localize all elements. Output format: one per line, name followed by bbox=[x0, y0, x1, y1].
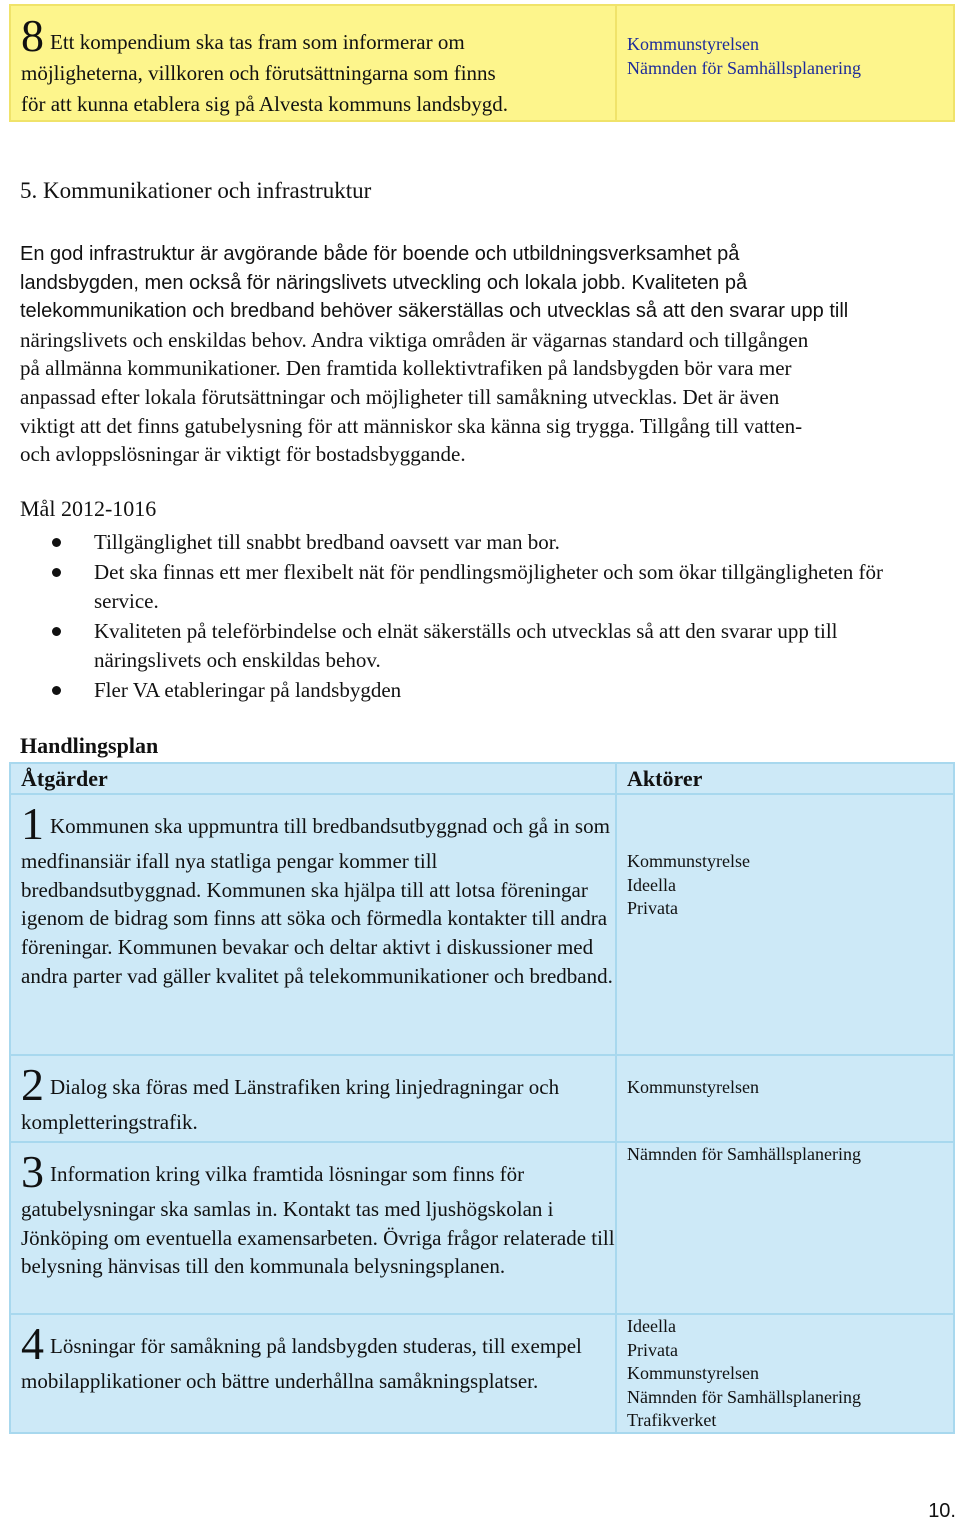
actors-cell bbox=[617, 1143, 953, 1313]
bullet-icon bbox=[52, 686, 61, 695]
actor-item: Kommunstyrelsen bbox=[627, 1077, 759, 1097]
header-action bbox=[11, 6, 617, 120]
action-text: Dialog ska föras med Länstrafiken kring linjedragningar och kompletteringstrafik. bbox=[21, 1075, 560, 1134]
table-row bbox=[11, 795, 953, 1056]
goal-text: Det ska finnas ett mer flexibelt nät för pendlingsmöjligheter och som ökar tillgängligheten för service. bbox=[94, 560, 884, 613]
header-number: 8 bbox=[21, 10, 44, 61]
actor-item: Kommunstyrelsen bbox=[627, 1363, 759, 1383]
header-line: möjligheterna, villkoren och förutsättningarna som finns bbox=[21, 61, 496, 85]
plan-title: Handlingsplan bbox=[20, 733, 159, 758]
action-text: Information kring vilka framtida lösningar som finns för gatubelysningar ska samlas in. Kontakt tas med ljushögskolan i Jönköping om eventuella examensarbeten. Övriga frågor relaterade till belysning hänvisas till den kommunala belysningsplanen. bbox=[21, 1162, 615, 1279]
intro-line: anpassad efter lokala förutsättningar och möjligheter till samåkning utvecklas. Det är även bbox=[20, 384, 780, 409]
goal-item bbox=[20, 676, 950, 705]
table-row bbox=[11, 1143, 953, 1315]
goal-text: Kvaliteten på teleförbindelse och elnät säkerställs och utvecklas så att den svarar upp till näringslivets och enskildas behov. bbox=[94, 619, 838, 672]
responsible-item: Nämnden för Samhällsplanering bbox=[627, 58, 861, 78]
intro-line: landsbygden, men också för näringslivets utveckling och lokala jobb. Kvaliteten på bbox=[20, 271, 748, 294]
goals-title: Mål 2012-1016 bbox=[20, 496, 157, 521]
action-cell bbox=[11, 1315, 617, 1432]
plan-table bbox=[9, 762, 955, 1434]
column-header-actions: Åtgärder bbox=[11, 764, 617, 793]
action-number: 1 bbox=[21, 798, 44, 849]
action-cell bbox=[11, 795, 617, 1054]
goal-text: Fler VA etableringar på landsbygden bbox=[94, 678, 402, 702]
column-header-actors: Aktörer bbox=[627, 766, 703, 791]
actor-item: Kommunstyrelse bbox=[627, 851, 750, 871]
action-number: 3 bbox=[21, 1146, 44, 1197]
goal-item bbox=[20, 528, 950, 557]
actors-cell bbox=[617, 795, 953, 1054]
goals-list bbox=[20, 528, 950, 706]
header-box bbox=[9, 4, 955, 122]
actor-item: Nämnden för Samhällsplanering bbox=[627, 1386, 861, 1407]
section-heading: 5. Kommunikationer och infrastruktur bbox=[20, 178, 372, 203]
action-number: 4 bbox=[21, 1318, 44, 1369]
actor-item: Privata bbox=[627, 898, 678, 918]
actor-item: Ideella bbox=[627, 1316, 676, 1336]
table-header-row bbox=[11, 764, 953, 795]
intro-paragraph bbox=[20, 240, 956, 469]
intro-line: på allmänna kommunikationer. Den framtida kollektivtrafiken på landsbygden bör vara mer bbox=[20, 356, 792, 381]
intro-line: En god infrastruktur är avgörande både för boende och utbildningsverksamhet på bbox=[20, 243, 740, 265]
bullet-icon bbox=[52, 538, 61, 547]
actor-item: Nämnden för Samhällsplanering bbox=[627, 1144, 861, 1164]
action-number: 2 bbox=[21, 1059, 44, 1110]
action-text: Lösningar för samåkning på landsbygden studeras, till exempel mobilapplikationer och bättre underhållna samåkningsplatser. bbox=[21, 1334, 582, 1393]
header-line: Ett kompendium ska tas fram som informerar om bbox=[50, 30, 465, 54]
intro-line: viktigt att det finns gatubelysning för att människor ska känna sig trygga. Tillgång till vatten- bbox=[20, 413, 803, 438]
action-cell bbox=[11, 1056, 617, 1141]
action-cell bbox=[11, 1143, 617, 1313]
intro-line: telekommunikation och bredband behöver säkerställas och utvecklas så att den svarar upp till bbox=[20, 300, 849, 323]
actors-cell bbox=[617, 1056, 953, 1141]
header-line: för att kunna etablera sig på Alvesta kommuns landsbygd. bbox=[21, 92, 508, 116]
intro-line: näringslivets och enskildas behov. Andra viktiga områden är vägarnas standard och tillgången bbox=[20, 327, 809, 352]
actor-item: Ideella bbox=[627, 874, 676, 895]
goal-item bbox=[20, 617, 950, 675]
responsible-item: Kommunstyrelsen bbox=[627, 34, 759, 54]
goal-item bbox=[20, 558, 950, 616]
actors-cell bbox=[617, 1315, 953, 1432]
table-row bbox=[11, 1056, 953, 1143]
header-responsible bbox=[617, 6, 953, 120]
bullet-icon bbox=[52, 568, 61, 577]
table-row bbox=[11, 1315, 953, 1432]
action-text: Kommunen ska uppmuntra till bredbandsutbyggnad och gå in som medfinansiär ifall nya statliga pengar kommer till bredbandsutbyggnad. Kommunen ska hjälpa till att lotsa föreningar igenom de bidrag som finns att söka och förmedla kontakter till andra föreningar. Kommunen bevakar och deltar aktivt i diskussioner med andra parter vad gäller kvalitet på telekommunikationer och bredband. bbox=[21, 814, 613, 988]
actor-item: Privata bbox=[627, 1339, 678, 1360]
bullet-icon bbox=[52, 627, 61, 636]
intro-line: och avloppslösningar är viktigt för bostadsbyggande. bbox=[20, 442, 466, 467]
goal-text: Tillgänglighet till snabbt bredband oavsett var man bor. bbox=[94, 530, 560, 554]
page-number: 10. bbox=[928, 1500, 956, 1522]
actor-item: Trafikverket bbox=[627, 1410, 717, 1430]
